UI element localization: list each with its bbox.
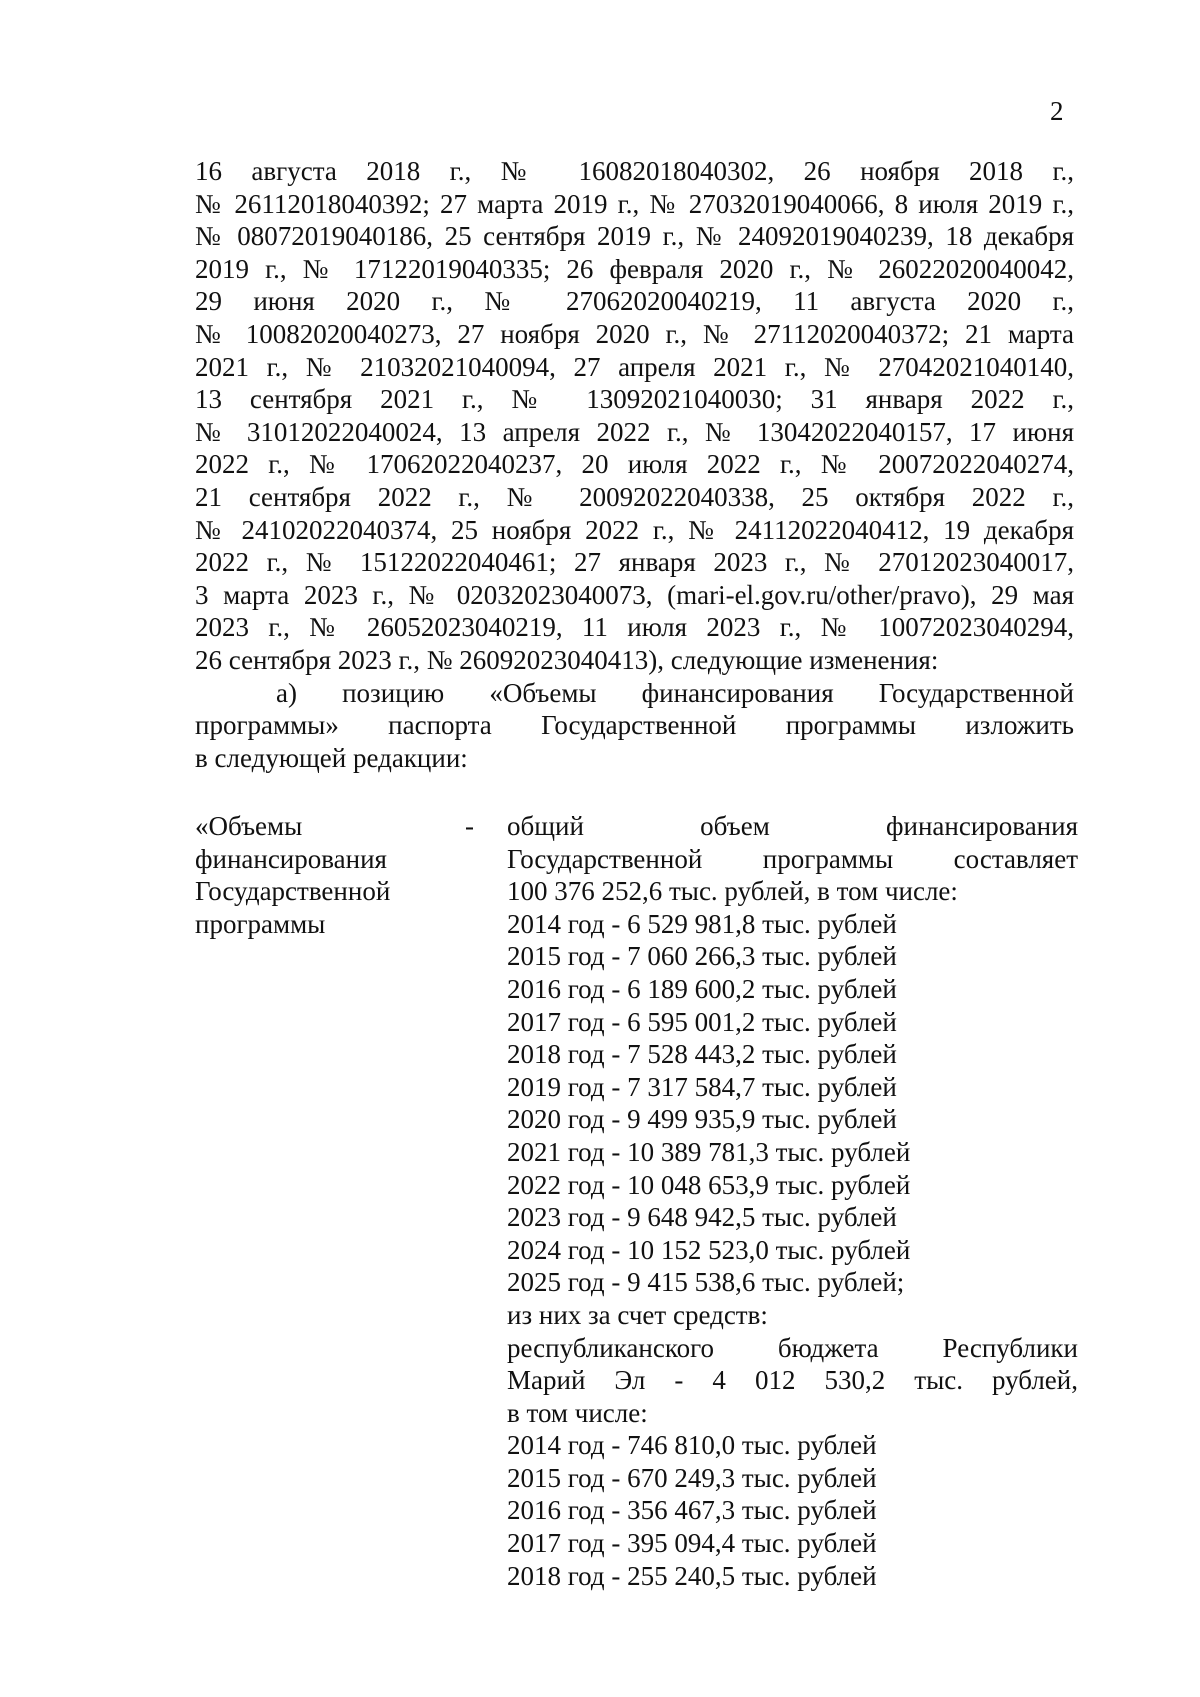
text-line: № 08072019040186, 25 сентября 2019 г., № 24092019040239, 18 декабря [195, 221, 1074, 252]
value-line: общий объем финансирования [507, 811, 1078, 841]
amount: 746 810,0 тыс. рублей [627, 1430, 877, 1461]
year: 2023 год [507, 1202, 605, 1233]
text-line: 2023 г., № 26052023040219, 11 июля 2023 г., № 10072023040294, [195, 612, 1074, 643]
total-year-row: 2024 год - 10 152 523,0 тыс. рублей [507, 1234, 911, 1265]
passport-label [195, 810, 435, 940]
total-year-row: 2018 год - 7 528 443,2 тыс. рублей [507, 1039, 897, 1070]
total-year-row: 2017 год - 6 595 001,2 тыс. рублей [507, 1006, 897, 1037]
total-year-row: 2016 год - 6 189 600,2 тыс. рублей [507, 973, 897, 1004]
label-line: «Объемы [195, 811, 303, 841]
amount: 9 499 935,9 тыс. рублей [627, 1104, 897, 1135]
total-year-row: 2023 год - 9 648 942,5 тыс. рублей [507, 1202, 897, 1233]
year: 2018 год [507, 1560, 605, 1591]
amount: 7 060 266,3 тыс. рублей [627, 941, 897, 972]
republic-line: Марий Эл - 4 012 530,2 тыс. рублей, [507, 1365, 1078, 1396]
text-line: 3 марта 2023 г., № 02032023040073, (mari-el.gov.ru/other/pravo), 29 мая [195, 579, 1074, 610]
republic-year-row: 2017 год - 395 094,4 тыс. рублей [507, 1528, 877, 1559]
value-line: 100 376 252,6 тыс. рублей, в том числе: [507, 876, 958, 907]
year: 2014 год [507, 908, 605, 939]
label-line: Государственной [195, 876, 391, 907]
text-line: № 26112018040392; 27 марта 2019 г., № 27032019040066, 8 июля 2019 г., [195, 188, 1074, 219]
paragraph-a-line: программы» паспорта Государственной программы изложить [195, 710, 1074, 741]
year: 2017 год [507, 1006, 605, 1037]
amount: 356 467,3 тыс. рублей [627, 1495, 877, 1526]
text-line: 2021 г., № 21032021040094, 27 апреля 2021 г., № 27042021040140, [195, 351, 1074, 382]
amendment-text [195, 155, 1074, 774]
year: 2015 год [507, 941, 605, 972]
text-line: 2019 г., № 17122019040335; 26 февраля 2020 г., № 26022020040042, [195, 253, 1074, 284]
amount: 255 240,5 тыс. рублей [627, 1560, 877, 1591]
year: 2019 год [507, 1071, 605, 1102]
amount: 670 249,3 тыс. рублей [627, 1462, 877, 1493]
republic-line: в том числе: [507, 1397, 648, 1428]
total-year-row: 2025 год - 9 415 538,6 тыс. рублей; [507, 1267, 905, 1298]
year: 2015 год [507, 1462, 605, 1493]
republic-year-row: 2018 год - 255 240,5 тыс. рублей [507, 1560, 877, 1591]
total-year-row: 2021 год - 10 389 781,3 тыс. рублей [507, 1136, 911, 1167]
paragraph-a-line: а) позицию «Объемы финансирования Государственной [276, 677, 1074, 708]
total-year-row: 2015 год - 7 060 266,3 тыс. рублей [507, 941, 897, 972]
amount: 10 152 523,0 тыс. рублей [627, 1234, 911, 1265]
page-number: 2 [1050, 96, 1064, 126]
text-line: 29 июня 2020 г., № 27062020040219, 11 августа 2020 г., [195, 286, 1074, 317]
year: 2021 год [507, 1136, 605, 1167]
total-year-row: 2014 год - 6 529 981,8 тыс. рублей [507, 908, 897, 939]
text-line: 2022 г., № 15122022040461; 27 января 2023 г., № 27012023040017, [195, 547, 1074, 578]
passport-dash: - [465, 811, 474, 841]
amount: 10 389 781,3 тыс. рублей [627, 1136, 911, 1167]
year: 2020 год [507, 1104, 605, 1135]
text-line: 26 сентября 2023 г., № 26092023040413), следующие изменения: [195, 644, 939, 675]
year: 2022 год [507, 1169, 605, 1200]
sources-heading: из них за счет средств: [507, 1299, 768, 1330]
republic-year-row: 2016 год - 356 467,3 тыс. рублей [507, 1495, 877, 1526]
text-line: 21 сентября 2022 г., № 20092022040338, 25 октября 2022 г., [195, 481, 1074, 512]
total-year-row: 2019 год - 7 317 584,7 тыс. рублей [507, 1071, 897, 1102]
text-line: 2022 г., № 17062022040237, 20 июля 2022 г., № 20072022040274, [195, 449, 1074, 480]
amount: 10 048 653,9 тыс. рублей [627, 1169, 911, 1200]
year: 2016 год [507, 1495, 605, 1526]
amount: 9 415 538,6 тыс. рублей; [627, 1267, 905, 1298]
year: 2014 год [507, 1430, 605, 1461]
republic-year-row: 2014 год - 746 810,0 тыс. рублей [507, 1430, 877, 1461]
text-line: № 24102022040374, 25 ноября 2022 г., № 24112022040412, 19 декабря [195, 514, 1074, 545]
label-line: программы [195, 908, 326, 939]
text-line: 13 сентября 2021 г., № 13092021040030; 31 января 2022 г., [195, 384, 1074, 415]
year: 2017 год [507, 1528, 605, 1559]
total-year-row: 2020 год - 9 499 935,9 тыс. рублей [507, 1104, 897, 1135]
year: 2024 год [507, 1234, 605, 1265]
value-line: Государственной программы составляет [507, 843, 1078, 874]
text-line: № 10082020040273, 27 ноября 2020 г., № 27112020040372; 21 марта [195, 318, 1074, 349]
year: 2016 год [507, 973, 605, 1004]
text-line: 16 августа 2018 г., № 16082018040302, 26 ноября 2018 г., [195, 156, 1074, 186]
passport-value [507, 810, 1078, 1592]
year: 2025 год [507, 1267, 605, 1298]
republic-year-row: 2015 год - 670 249,3 тыс. рублей [507, 1462, 877, 1493]
republic-line: республиканского бюджета Республики [507, 1332, 1078, 1363]
amount: 6 595 001,2 тыс. рублей [627, 1006, 897, 1037]
amount: 7 528 443,2 тыс. рублей [627, 1039, 897, 1070]
amount: 395 094,4 тыс. рублей [627, 1528, 877, 1559]
amount: 6 189 600,2 тыс. рублей [627, 973, 897, 1004]
year: 2018 год [507, 1039, 605, 1070]
text-line: № 31012022040024, 13 апреля 2022 г., № 13042022040157, 17 июня [195, 416, 1074, 447]
label-line: финансирования [195, 843, 387, 874]
amount: 7 317 584,7 тыс. рублей [627, 1071, 897, 1102]
amount: 9 648 942,5 тыс. рублей [627, 1202, 897, 1233]
total-year-row: 2022 год - 10 048 653,9 тыс. рублей [507, 1169, 911, 1200]
paragraph-a-line: в следующей редакции: [195, 742, 468, 773]
amount: 6 529 981,8 тыс. рублей [627, 908, 897, 939]
